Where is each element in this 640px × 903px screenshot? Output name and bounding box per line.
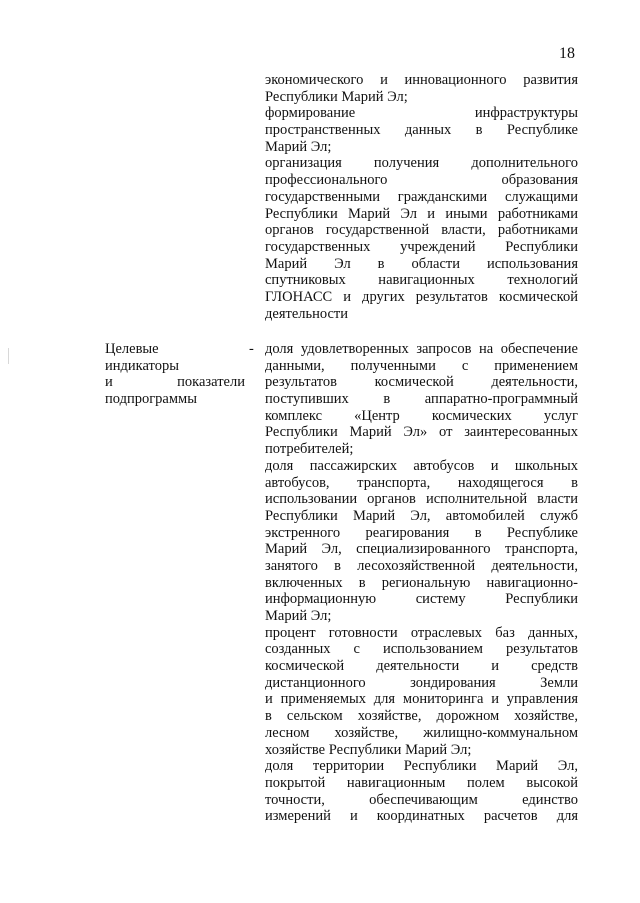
indicator-text-line: включенных в региональную навигационно- bbox=[265, 574, 578, 591]
text-line: профессионального образования bbox=[265, 172, 578, 189]
text-line: Республики Марий Эл и иными работниками bbox=[265, 205, 578, 222]
row-dash: - bbox=[249, 341, 254, 357]
indicators-label bbox=[105, 341, 245, 408]
indicator-text-line: данными, полученными с применением bbox=[265, 357, 578, 374]
text-line: формирование инфраструктуры bbox=[265, 105, 578, 122]
text-line: государственными гражданскими служащими bbox=[265, 188, 578, 205]
indicator-text-line: потребителей; bbox=[265, 441, 354, 458]
indicators-label-line: и показатели bbox=[105, 374, 245, 391]
indicator-text-line: хозяйстве Республики Марий Эл; bbox=[265, 741, 472, 758]
text-line: Республики Марий Эл; bbox=[265, 88, 408, 105]
indicator-text-line: Марий Эл; bbox=[265, 608, 332, 624]
indicators-label-line: Целевые bbox=[105, 341, 159, 357]
scan-margin-mark bbox=[8, 348, 9, 364]
indicator-text-line: космической деятельности и средств bbox=[265, 658, 578, 675]
text-line: органов государственной власти, работниками bbox=[265, 222, 578, 239]
indicator-text-line: созданных с использованием результатов bbox=[265, 641, 578, 658]
indicator-text-line: измерений и координатных расчетов для bbox=[265, 808, 578, 825]
indicator-text-line: лесном хозяйстве, жилищно-коммунальном bbox=[265, 724, 578, 741]
indicator-text-line: точности, обеспечивающим единство bbox=[265, 791, 578, 808]
indicator-text-line: Республики Марий Эл, автомобилей служб bbox=[265, 507, 578, 524]
indicator-text-line: процент готовности отраслевых баз данных, bbox=[265, 624, 578, 641]
indicator-text-line: Марий Эл, специализированного транспорта, bbox=[265, 541, 578, 558]
text-line: организация получения дополнительного bbox=[265, 155, 578, 172]
indicator-text-line: дистанционного зондирования Земли bbox=[265, 674, 578, 691]
indicator-text-line: и применяемых для мониторинга и управления bbox=[265, 691, 578, 708]
indicator-text-line: поступивших в аппаратно-программный bbox=[265, 391, 578, 408]
indicator-text-line: результатов космической деятельности, bbox=[265, 374, 578, 391]
text-line: государственных учреждений Республики bbox=[265, 238, 578, 255]
indicators-text-lines bbox=[265, 341, 578, 825]
text-line: пространственных данных в Республике bbox=[265, 122, 578, 139]
text-line: спутниковых навигационных технологий bbox=[265, 272, 578, 289]
indicator-text-line: Республики Марий Эл» от заинтересованных bbox=[265, 424, 578, 441]
indicator-text-line: автобусов, транспорта, находящегося в bbox=[265, 474, 578, 491]
continued-text-lines bbox=[265, 72, 578, 322]
indicator-text-line: доля удовлетворенных запросов на обеспечение bbox=[265, 341, 578, 357]
page-number: 18 bbox=[559, 45, 575, 62]
text-line: Марий Эл; bbox=[265, 138, 332, 155]
indicator-text-line: в сельском хозяйстве, дорожном хозяйстве, bbox=[265, 708, 578, 725]
text-line: деятельности bbox=[265, 305, 349, 322]
indicator-text-line: покрытой навигационным полем высокой bbox=[265, 774, 578, 791]
indicator-text-line: информационную систему Республики bbox=[265, 591, 578, 608]
indicator-text-line: доля территории Республики Марий Эл, bbox=[265, 758, 578, 775]
indicator-text-line: использовании органов исполнительной власти bbox=[265, 491, 578, 508]
indicator-text-line: доля пассажирских автобусов и школьных bbox=[265, 457, 578, 474]
indicator-text-line: занятого в лесохозяйственной деятельности, bbox=[265, 557, 578, 574]
text-line: ГЛОНАСС и других результатов космической bbox=[265, 288, 578, 305]
indicators-label-line: подпрограммы bbox=[105, 391, 197, 408]
indicator-text-line: экстренного реагирования в Республике bbox=[265, 524, 578, 541]
indicator-text-line: комплекс «Центр космических услуг bbox=[265, 407, 578, 424]
text-line: экономического и инновационного развития bbox=[265, 72, 578, 88]
indicators-label-line: индикаторы bbox=[105, 357, 179, 374]
text-line: Марий Эл в области использования bbox=[265, 255, 578, 272]
